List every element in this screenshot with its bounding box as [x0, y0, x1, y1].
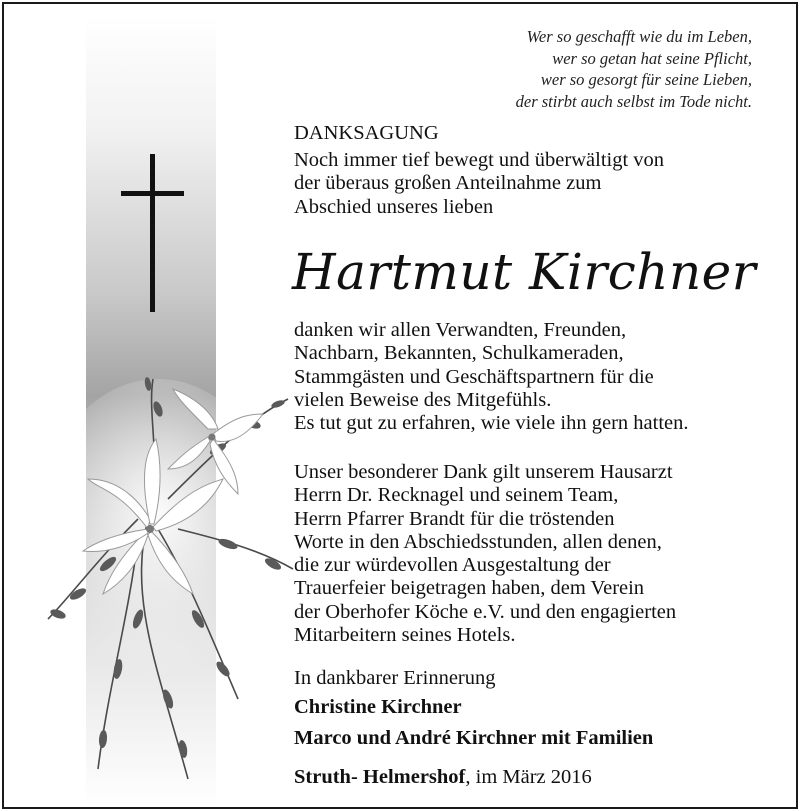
signer-name: Marco und André Kirchner mit Familien	[294, 726, 654, 749]
thanks-line: Nachbarn, Bekannten, Schulkameraden,	[294, 342, 624, 365]
poem	[516, 26, 752, 112]
thanks-paragraph	[294, 319, 774, 435]
poem-line: der stirbt auch selbst im Tode nicht.	[515, 91, 752, 111]
intro-line: Abschied unseres lieben	[294, 195, 494, 218]
closing-block	[294, 667, 774, 750]
poem-line: Wer so geschafft wie du im Leben,	[526, 27, 752, 46]
special-line: der Oberhofer Köche e.V. und den engagierten	[294, 600, 677, 623]
intro-line: der überaus großen Anteilnahme zum	[294, 172, 602, 195]
lily-bouquet-icon	[38, 369, 300, 789]
special-line: Unser besonderer Dank gilt unserem Hausarzt	[294, 461, 673, 483]
special-line: Herrn Dr. Recknagel und seinem Team,	[294, 484, 619, 507]
date: , im März 2016	[465, 766, 592, 788]
special-line: Worte in den Abschiedsstunden, allen denen,	[294, 530, 662, 553]
signer-name: Christine Kirchner	[294, 696, 462, 719]
thanks-line: vielen Beweise des Mitgefühls.	[294, 388, 552, 411]
thanks-line: Es tut gut zu erfahren, wie viele ihn gern hatten.	[294, 412, 689, 435]
special-line: die zur würdevollen Ausgestaltung der	[294, 554, 611, 577]
deceased-name: Hartmut Kirchner	[292, 243, 757, 301]
special-thanks-paragraph	[294, 461, 774, 647]
special-line: Mitarbeitern seines Hotels.	[294, 624, 516, 647]
cross-icon	[150, 154, 155, 312]
closing-phrase: In dankbarer Erinnerung	[294, 667, 496, 689]
intro-paragraph	[294, 149, 774, 219]
place-name: Struth- Helmershof	[294, 766, 466, 788]
thanks-line: danken wir allen Verwandten, Freunden,	[294, 319, 627, 341]
intro-line: Noch immer tief bewegt und überwältigt von	[294, 149, 665, 171]
special-line: Herrn Pfarrer Brandt für die tröstenden	[294, 507, 615, 530]
special-line: Trauerfeier beigetragen haben, dem Verein	[294, 577, 645, 600]
heading: DANKSAGUNG	[294, 122, 439, 144]
poem-line: wer so gesorgt für seine Lieben,	[540, 70, 752, 89]
place-date	[294, 766, 592, 789]
poem-line: wer so getan hat seine Pflicht,	[552, 48, 752, 68]
thanks-line: Stammgästen und Geschäftspartnern für die	[294, 365, 654, 388]
obituary-card	[2, 2, 798, 809]
cross-icon-bar	[121, 191, 184, 196]
